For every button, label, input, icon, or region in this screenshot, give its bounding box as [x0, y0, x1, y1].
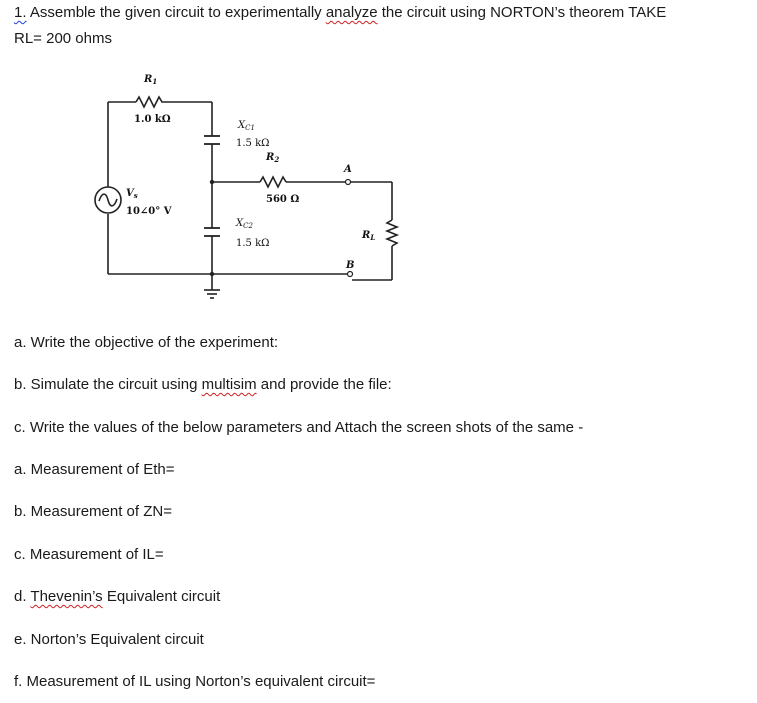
question-text-a: the given circuit to experimentally [95, 4, 326, 21]
source-value: 10∠0° V [126, 206, 172, 217]
analyze-word: analyze [325, 4, 378, 21]
xc1-capacitor [204, 136, 220, 144]
sub-item-e: e. Norton’s Equivalent circuit [14, 631, 204, 648]
source-label: $V_s$ [126, 188, 138, 200]
question-line-1 [14, 4, 666, 21]
multisim-word: multisim [201, 376, 257, 393]
assemble-word: Assemble [29, 4, 96, 21]
question-number: 1. [14, 4, 27, 21]
item-b-pre: b. Simulate the circuit using [14, 376, 202, 393]
terminal-b [348, 272, 353, 277]
sub-item-d-post: Equivalent circuit [102, 588, 221, 605]
sub-item-f: f. Measurement of IL using Norton’s equivalent circuit= [14, 673, 376, 690]
question-line-2: RL= 200 ohms [14, 30, 112, 47]
node-a-label: A [344, 164, 352, 175]
ground-symbol [204, 290, 220, 298]
node-b-label: B [346, 260, 355, 271]
xc2-value: 1.5 kΩ [236, 238, 270, 249]
sub-item-c: c. Measurement of IL= [14, 546, 164, 563]
r1-resistor [136, 97, 164, 107]
sub-item-d [14, 588, 220, 605]
item-a: a. Write the objective of the experiment: [14, 334, 279, 351]
r1-label: $R_1$ [144, 74, 158, 86]
item-b [14, 376, 392, 393]
r2-value: 560 Ω [266, 194, 300, 205]
terminal-a [346, 180, 351, 185]
xc2-capacitor [204, 228, 220, 236]
circuit-diagram [80, 68, 420, 308]
xc1-label: $X_{C1}$ [238, 120, 255, 132]
xc2-label: $X_{C2}$ [236, 218, 253, 230]
item-c: c. Write the values of the below parameters and Attach the screen shots of the same - [14, 419, 584, 436]
r1-value: 1.0 kΩ [134, 114, 171, 125]
thevenins-word: Thevenin’s [30, 588, 103, 605]
r2-resistor [260, 177, 286, 187]
sub-item-b: b. Measurement of ZN= [14, 503, 172, 520]
rl-resistor [387, 220, 397, 246]
item-b-post: and provide the file: [256, 376, 392, 393]
ac-source [95, 187, 121, 213]
rl-label: $R_L$ [362, 230, 376, 242]
sub-item-a: a. Measurement of Eth= [14, 461, 175, 478]
question-text-b: the circuit using NORTON’s theorem TAKE [377, 4, 667, 21]
sub-item-d-pre: d. [14, 588, 31, 605]
r2-label: $R_2$ [266, 152, 280, 164]
xc1-value: 1.5 kΩ [236, 138, 270, 149]
